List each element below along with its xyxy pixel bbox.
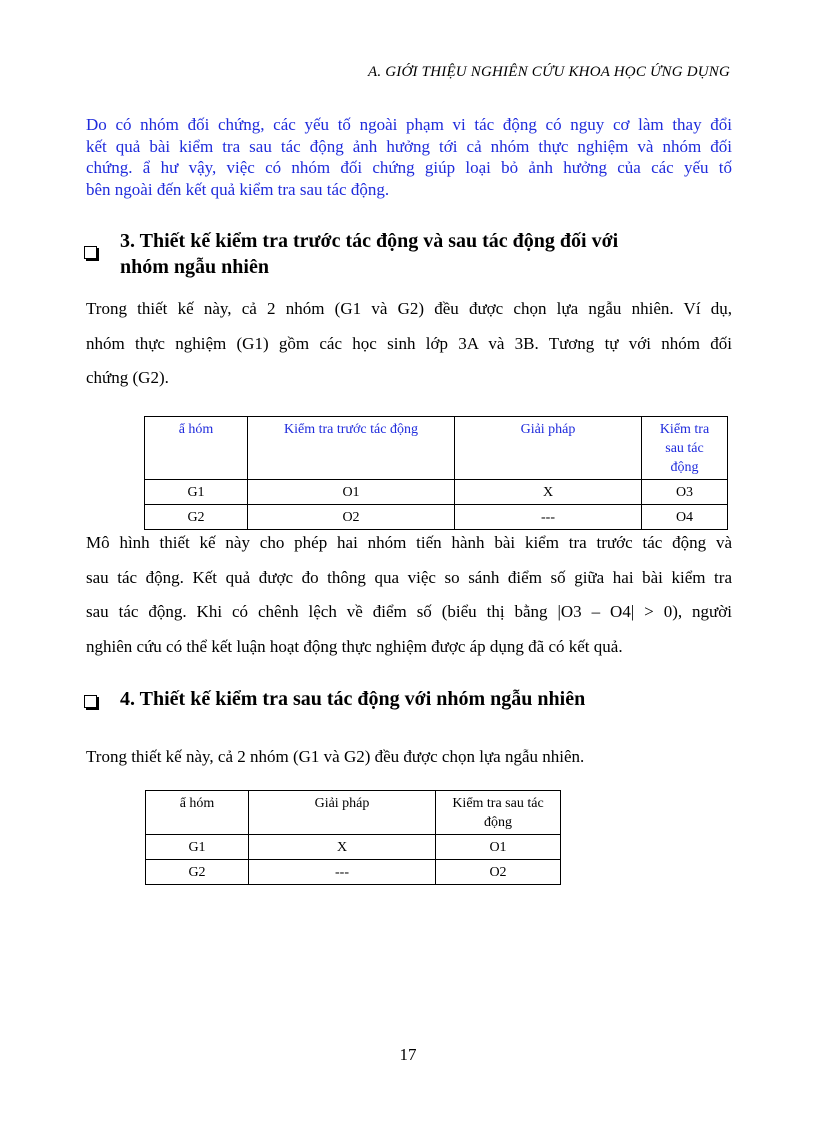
table-cell: G1 [146, 835, 249, 860]
table-row [146, 860, 561, 885]
table-cell: --- [455, 505, 642, 530]
table-row [146, 835, 561, 860]
section3-heading [84, 228, 618, 280]
paragraph-line: Mô hình thiết kế này cho phép hai nhóm tiến hành bài kiểm tra trước tác động và [86, 533, 732, 552]
table-header-cell: Kiểm tra sau tác động [436, 791, 561, 835]
paragraph-line: nghiên cứu có thể kết luận hoạt động thực nghiệm được áp dụng đã có kết quả. [86, 636, 623, 656]
table-header-cell: ẩ hóm [145, 417, 248, 480]
table-cell: O1 [248, 480, 455, 505]
table-cell: X [249, 835, 436, 860]
paragraph-line: nhóm thực nghiệm (G1) gồm các học sinh lớp 3A và 3B. Tương tự với nhóm đối [86, 333, 732, 353]
paragraph-line: sau tác động. Kết quả được đo thông qua việc so sánh điểm số giữa hai bài kiểm tra [86, 567, 732, 587]
paragraph-line: chứng (G2). [86, 368, 169, 387]
running-header: A. GIỚI THIỆU NGHIÊN CỨU KHOA HỌC ỨNG DỤNG [368, 64, 730, 80]
intro-line: Do có nhóm đối chứng, các yếu tố ngoài phạm vi tác động có nguy cơ làm thay đổi [86, 115, 732, 134]
table-cell: X [455, 480, 642, 505]
paragraph-line: sau tác động. Khi có chênh lệch về điểm số (biểu thị bằng |O3 – O4| > 0), người [86, 602, 732, 621]
table-cell: O1 [436, 835, 561, 860]
table-cell: --- [249, 860, 436, 885]
section3-heading-line2: nhóm ngẫu nhiên [120, 256, 269, 278]
table-header-row [145, 417, 728, 480]
table-cell: G2 [145, 505, 248, 530]
section3-heading-line1: 3. Thiết kế kiểm tra trước tác động và sau tác động đối với [120, 230, 619, 252]
table-header-cell: Kiểm tra sau tác động [642, 417, 728, 480]
section3-table [144, 416, 728, 530]
table-header-cell: ẩ hóm [146, 791, 249, 835]
table-cell: O4 [642, 505, 728, 530]
table-cell: O2 [436, 860, 561, 885]
table-header-row [146, 791, 561, 835]
table-cell: O2 [248, 505, 455, 530]
section3-paragraph-1 [86, 292, 732, 396]
section4-paragraph-1 [86, 740, 732, 775]
paragraph-line: Trong thiết kế này, cả 2 nhóm (G1 và G2) đều được chọn lựa ngẫu nhiên. [86, 747, 585, 766]
table-header-cell: Giải pháp [249, 791, 436, 835]
section4-heading [84, 686, 585, 712]
paragraph-line: Trong thiết kế này, cả 2 nhóm (G1 và G2) đều được chọn lựa ngẫu nhiên. Ví dụ, [86, 299, 732, 318]
intro-paragraph [86, 114, 732, 200]
table-cell: G2 [146, 860, 249, 885]
table-cell: G1 [145, 480, 248, 505]
section4-table [145, 790, 561, 885]
table-header-cell: Giải pháp [455, 417, 642, 480]
table-cell: O3 [642, 480, 728, 505]
section4-heading-text: 4. Thiết kế kiểm tra sau tác động với nhóm ngẫu nhiên [120, 688, 586, 710]
checkbox-icon [84, 246, 97, 259]
table-header-cell: Kiểm tra trước tác động [248, 417, 455, 480]
intro-line: kết quả bài kiểm tra sau tác động ảnh hưởng tới cả nhóm thực nghiệm và nhóm đối [86, 136, 732, 156]
section3-paragraph-2 [86, 526, 732, 664]
table-row [145, 480, 728, 505]
checkbox-icon [84, 695, 97, 708]
intro-line: chứng. ẩ hư vậy, việc có nhóm đối chứng giúp loại bỏ ảnh hưởng của các yếu tố [86, 158, 732, 177]
page-number: 17 [399, 1045, 417, 1064]
intro-line: bên ngoài đến kết quả kiểm tra sau tác động. [86, 179, 390, 199]
